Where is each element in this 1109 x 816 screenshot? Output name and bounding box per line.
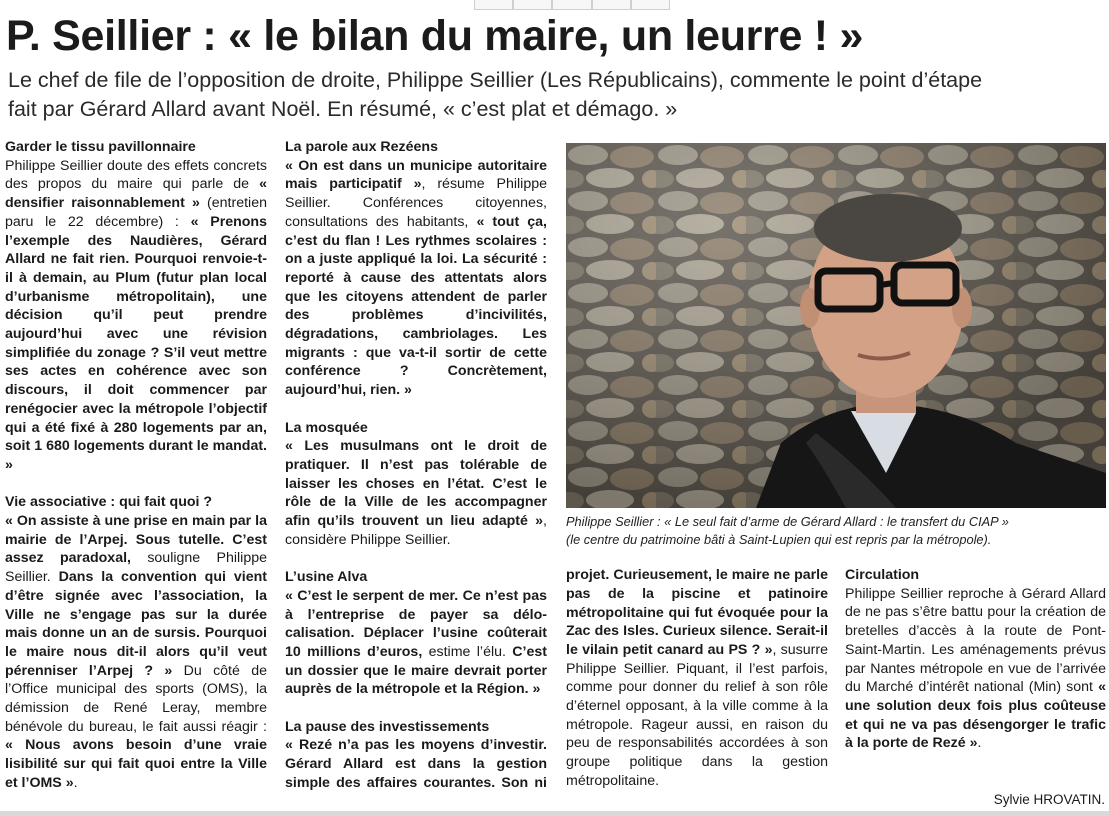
section-heading-alva: L’usine Alva xyxy=(285,569,368,586)
article-column-4 xyxy=(845,566,1106,753)
section-body-parole: « On est dans un municipe autoritaire mais participatif », résume Philippe Seillier. Conférences citoyennes, consultations des habitants, « tout ça, c’est du flan ! Les rythmes scolaires : on a juste appliqué la loi. La sécurité : reporté à cause des attentats alors que les citoyens attendent de parler des problèmes d’incivilités, dégradations, cambriolages. Les migrants : que va-t-il sortir de cette conférence ? Concrètement, aujourd’hui, rien. » xyxy=(285,157,547,399)
section-heading-circulation: Circulation xyxy=(845,567,920,583)
section-heading-pause: La pause des investissements xyxy=(285,718,490,735)
section-heading-tissu: Garder le tissu pavillonnaire xyxy=(5,139,196,155)
section-heading-associative: Vie associative : qui fait quoi ? xyxy=(5,494,213,511)
section-body-pause-continued: projet. Curieusement, le maire ne parle pas de la piscine et patinoire métropolitaine qui fut évoquée pour la Zac des Isles. Curieux silence. Serait-il le vilain petit canard au PS ? », susurre Philippe Seillier. Piquant, il l’est parfois, comme pour donner du relief à son rôle d’éternel opposant, à la ville comme à la métropole. Rageur aussi, en raison du peu de responsabilités accordées à son groupe politique dans la gestion métropolitaine. xyxy=(566,567,828,789)
section-body-associative: « On assiste à une prise en main par la mairie de l’Arpej. Sous tutelle. C’est assez paradoxal, souligne Philippe Seillier. Dans la convention qui vient d’être signée avec l’association, la Ville ne s’engage pas sur la durée mais donne un an de sursis. Pourquoi le maire nous dit-il alors qu’il veut pérenniser l’Arpej ? » Du côté de l’Office municipal des sports (OMS), la démission de René Leray, membre bénévole du bureau, le fait aussi réagir : « Nous avons besoin d’une vraie lisibilité sur qui fait quoi entre la Ville et l’OMS ». xyxy=(5,513,268,791)
article-column-1 xyxy=(5,138,267,793)
portrait-photo-illustration xyxy=(566,143,1106,508)
article-headline: P. Seillier : « le bilan du maire, un leurre ! » xyxy=(6,12,864,60)
section-body-pause: « Rezé n’a pas les moyens d’investir. Gérard Allard est dans la gestion simple des affaires courantes. Son ni xyxy=(285,737,547,791)
photo-caption xyxy=(566,513,1106,549)
photo-caption-line-2: (le centre du patrimoine bâti à Saint-Lupien qui est repris par la métropole). xyxy=(566,532,992,547)
article-column-2 xyxy=(285,138,547,792)
section-body-mosquee: « Les musulmans ont le droit de pratiquer. Il n’est pas tolérable de laisser les choses en l’état. C’est le rôle de la Ville de les accompagner afin qu’ils trouvent un lieu adapté », considère Philippe Seillier. xyxy=(285,438,547,548)
section-body-tissu: Philippe Seillier doute des effets concrets des propos du maire qui parle de « densifier raisonnablement » (entretien paru le 22 décembre) : « Prenons l’exemple des Naudières, Gérard Allard ne fait rien. Pourquoi renvoie-t-il à demain, au Plum (futur plan local d’urbanisme métropolitain), une décision qu’il peut prendre aujourd’hui avec une révision simplifiée du zonage ? S’il veut mettre ses actes en cohérence avec son discours, il doit commencer par renégocier avec la métropole l’objectif qui a été fixé à 280 logements par an, soit 1 680 logements durant le mandat. » xyxy=(5,157,267,473)
section-heading-parole: La parole aux Rezéens xyxy=(285,139,438,155)
photo-caption-line-1: Philippe Seillier : « Le seul fait d’arme de Gérard Allard : le transfert du CIAP » xyxy=(566,514,1009,529)
section-body-circulation: Philippe Seillier reproche à Gérard Allard de ne pas s’être battu pour la création de bretelles d’accès à la route de Pont-Saint-Martin. Les aménagements prévus par Nantes métropole en vue de l’arrivée du Marché d’intérêt national (Min) sont « une solution deux fois plus coûteuse et qui ne va pas désengorger le trafic à la porte de Rezé ». xyxy=(845,585,1106,752)
section-heading-mosquee: La mosquée xyxy=(285,419,368,436)
viewer-bottom-strip xyxy=(0,811,1109,816)
author-signature: Sylvie HROVATIN. xyxy=(993,792,1105,807)
viewer-top-tabs xyxy=(474,0,670,10)
article-column-3 xyxy=(566,566,828,806)
section-body-alva: « C’est le serpent de mer. Ce n’est pas à l’entreprise de payer sa délocalisation. Déplacer l’usine coûterait 10 millions d’euros, estime l’élu. C’est un dossier que le maire devrait porter auprès de la métropole et la Région. » xyxy=(285,587,547,698)
article-intro: Le chef de file de l’opposition de droite, Philippe Seillier (Les Républicains), commente le point d’étape fait par Gérard Allard avant Noël. En résumé, « c’est plat et démago. » xyxy=(8,68,983,121)
article-photo xyxy=(566,143,1106,508)
